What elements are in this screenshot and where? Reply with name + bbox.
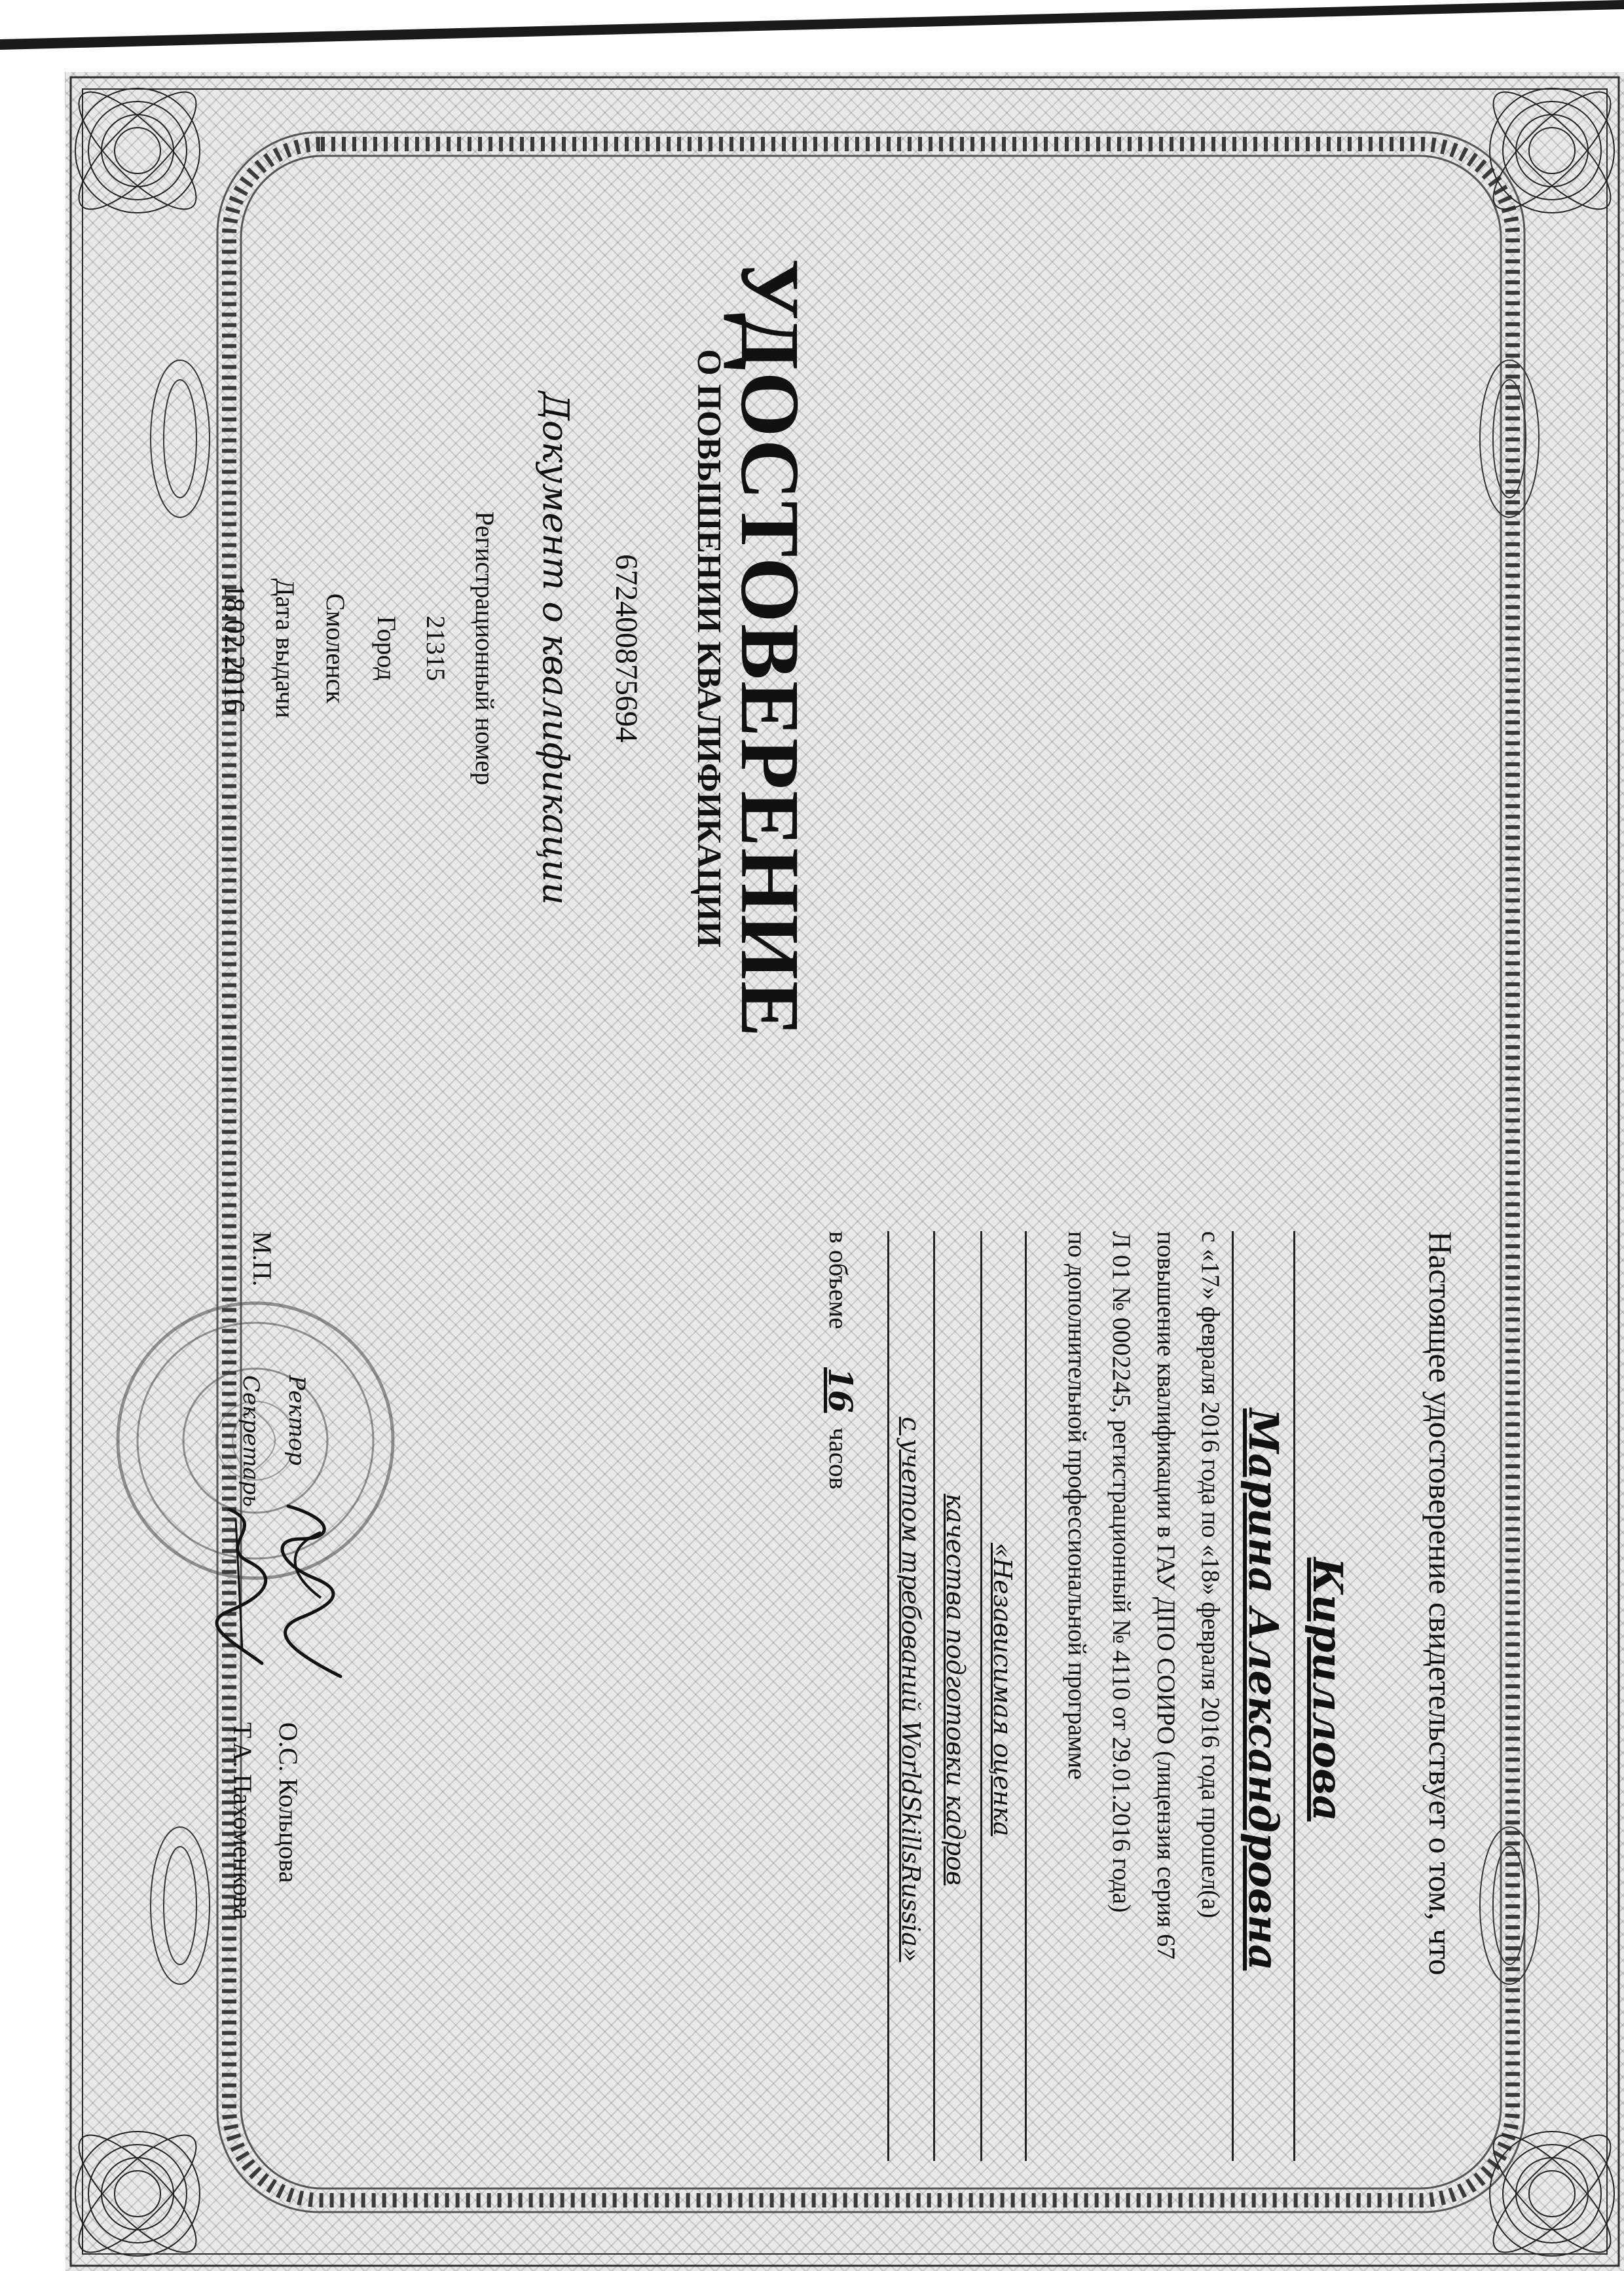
serial-number: 672400875694 (609, 554, 644, 743)
course-dates-line: с «17» февраля 2016 года по «18» февраля 2016 года прошел(а) (1196, 1231, 1225, 1919)
program-rule-3 (933, 1231, 935, 2161)
registration-label: Регистрационный номер (470, 511, 500, 786)
certificate-content (98, 105, 1591, 2238)
surname: Кириллова (1304, 1557, 1352, 1822)
intro-text: Настоящее удостоверение свидетельствует о том, что (1422, 1231, 1459, 1976)
issue-date-label: Дата выдачи (270, 578, 300, 718)
city-value: Смоленск (321, 593, 350, 703)
program-name-3: с учетом требований WorldSkillsRussia» (896, 1416, 925, 1963)
course-provider-line: повышение квалификации в ГАУ ДПО СОИРО (лицензия серия 67 (1152, 1231, 1180, 1960)
hours-label: часов (824, 1428, 853, 1490)
registration-number: 21315 (421, 616, 451, 681)
license-line: Л 01 № 0002245, регистрационный № 4110 от 29.01.2016 года) (1107, 1231, 1135, 1913)
rector-signature (268, 1493, 347, 1689)
left-page (177, 157, 1552, 1139)
city-label: Город (372, 616, 401, 681)
name-rule (1232, 1231, 1234, 2161)
program-name-1: «Независимая оценка (988, 1542, 1017, 1837)
volume-label: в объеме (824, 1231, 853, 1329)
document-type: Документ о квалификации (535, 391, 576, 906)
secretary-name: Т.А. Пахоменкова (228, 1722, 257, 1920)
program-name-2: качества подготовки кадров (941, 1493, 970, 1886)
secretary-signature (210, 1500, 275, 1670)
mp-label: М.П. (248, 1231, 277, 1287)
certificate-title: УДОСТОВЕРЕНИЕ (724, 258, 817, 1039)
secretary-label: Секретарь (238, 1375, 264, 1507)
surname-rule (1293, 1231, 1295, 2161)
certificate-subtitle: О ПОВЫШЕНИИ КВАЛИФИКАЦИИ (690, 349, 728, 948)
rector-label: Ректор (284, 1375, 310, 1466)
program-rule-2 (980, 1231, 982, 2161)
certificate-sheet (65, 72, 1624, 2271)
right-page (98, 1205, 1591, 2187)
given-name: Марина Александровна (1240, 1408, 1287, 1971)
hours-value: 16 (821, 1367, 860, 1413)
program-intro-line: по дополнительной профессиональной программе (1063, 1231, 1091, 1780)
program-rule-4 (887, 1231, 889, 2161)
issue-date: 18.02.2016 (219, 583, 251, 713)
program-rule-1 (1025, 1231, 1027, 2161)
rector-name: О.С. Кольцова (274, 1722, 303, 1883)
